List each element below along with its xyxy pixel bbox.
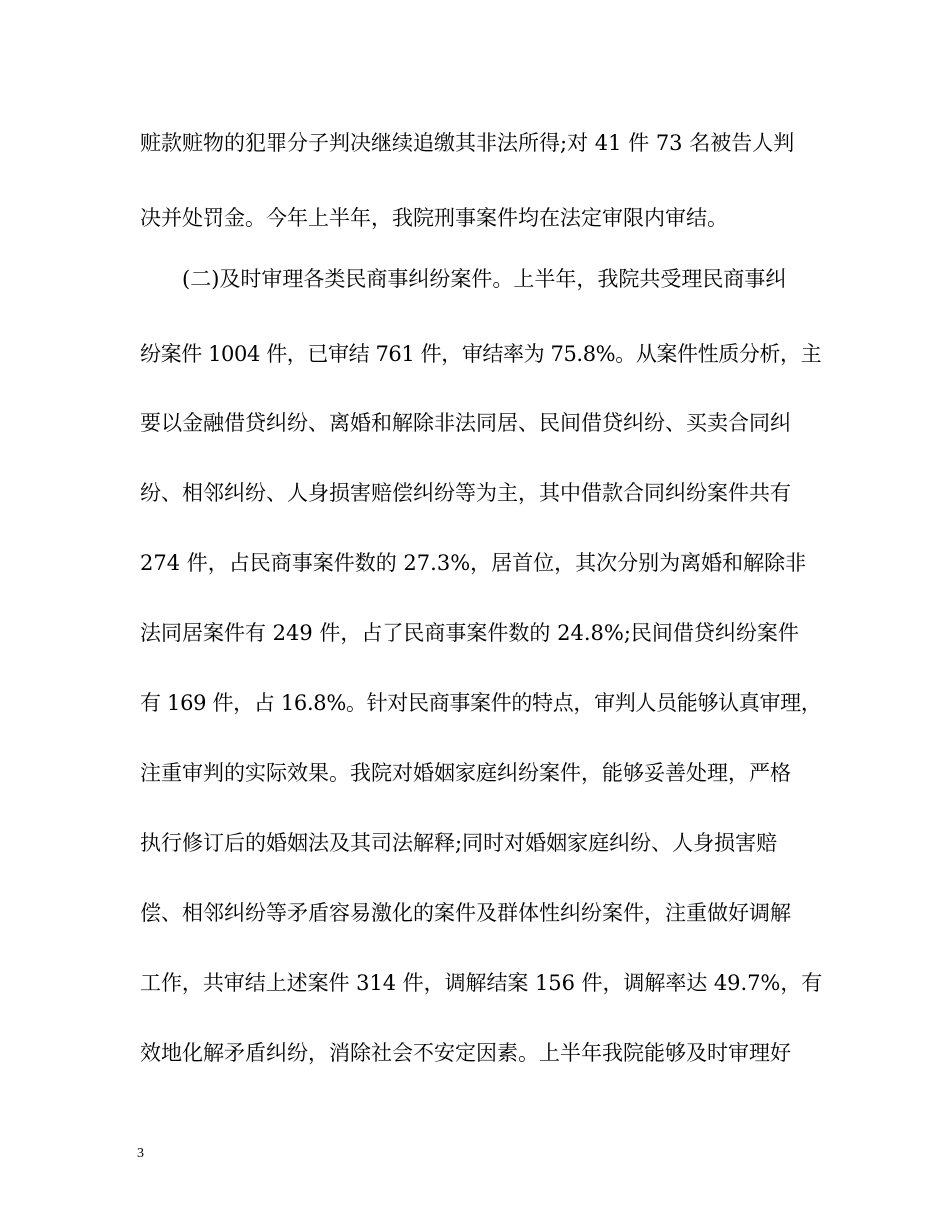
text-line: 法同居案件有 249 件，占了民商事案件数的 24.8%;民间借贷纠纷案件 (140, 621, 799, 645)
page-number: 3 (137, 1146, 144, 1161)
text-line: 有 169 件，占 16.8%。针对民商事案件的特点，审判人员能够认真审理， (140, 691, 822, 715)
text-line: 赃款赃物的犯罪分子判决继续追缴其非法所得;对 41 件 73 名被告人判 (140, 131, 795, 155)
text-line: 注重审判的实际效果。我院对婚姻家庭纠纷案件，能够妥善处理，严格 (140, 761, 791, 785)
text-line: 274 件，占民商事案件数的 27.3%，居首位，其次分别为离婚和解除非 (140, 551, 807, 575)
text-line: 要以金融借贷纠纷、离婚和解除非法同居、民间借贷纠纷、买卖合同纠 (140, 411, 791, 435)
text-line: 工作，共审结上述案件 314 件，调解结案 156 件，调解率达 49.7%，有 (140, 971, 823, 995)
text-line: 纷案件 1004 件，已审结 761 件，审结率为 75.8%。从案件性质分析，主 (140, 342, 822, 366)
text-line: (二)及时审理各类民商事纠纷案件。上半年，我院共受理民商事纠 (140, 267, 787, 291)
text-line: 效地化解矛盾纠纷，消除社会不安定因素。上半年我院能够及时审理好 (140, 1041, 791, 1065)
text-line: 纷、相邻纠纷、人身损害赔偿纠纷等为主，其中借款合同纠纷案件共有 (140, 481, 791, 505)
text-line: 偿、相邻纠纷等矛盾容易激化的案件及群体性纠纷案件，注重做好调解 (140, 901, 791, 925)
text-line: 决并处罚金。今年上半年，我院刑事案件均在法定审限内审结。 (140, 206, 728, 230)
text-line: 执行修订后的婚姻法及其司法解释;同时对婚姻家庭纠纷、人身损害赔 (140, 831, 778, 855)
